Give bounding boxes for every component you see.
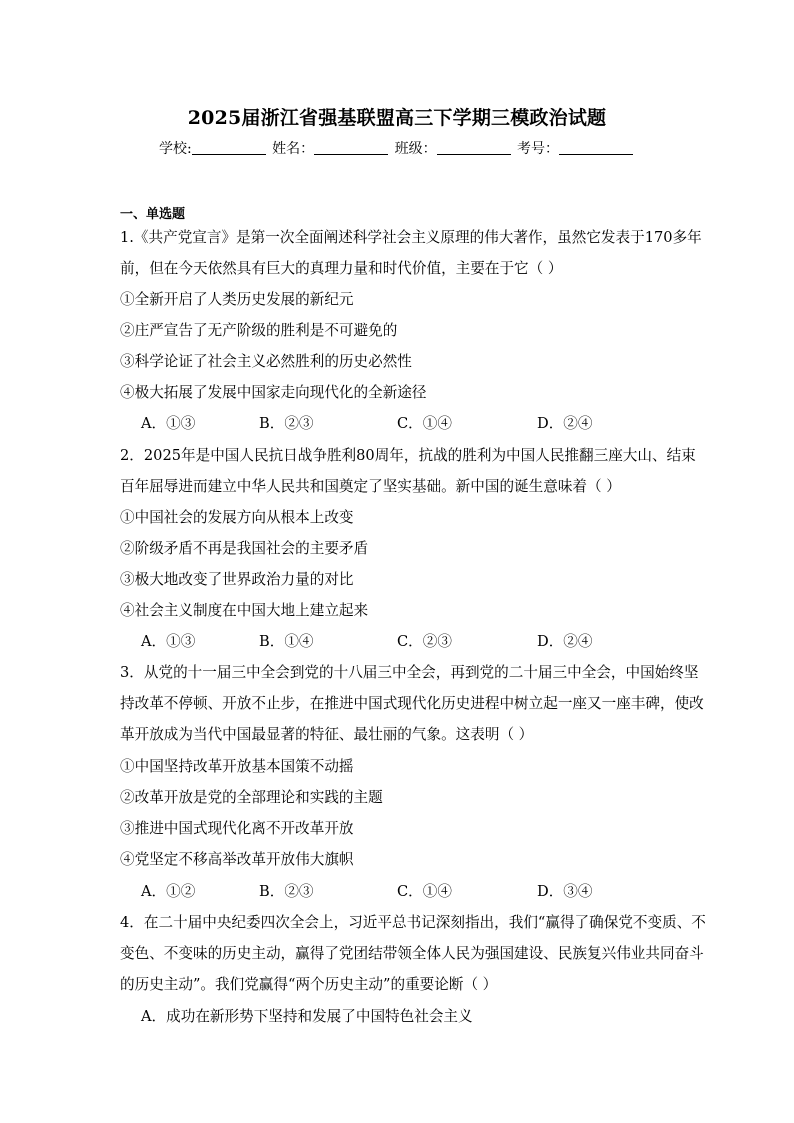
- statement: ③极大地改变了世界政治力量的对比: [120, 571, 354, 588]
- option-d: D．②④: [537, 415, 593, 432]
- statement: ①全新开启了人类历史发展的新纪元: [120, 291, 354, 308]
- question-text: 3．从党的十一届三中全会到党的十八届三中全会，再到党的二十届三中全会，中国始终坚: [120, 664, 699, 681]
- question-text: 变色、不变味的历史主动，赢得了党团结带领全体人民为强国建设、民族复兴伟业共同奋斗: [120, 945, 704, 962]
- option-a: A．①③: [141, 633, 196, 650]
- question-text: 1.《共产党宣言》是第一次全面阐述科学社会主义原理的伟大著作，虽然它发表于170多年: [120, 229, 702, 246]
- class-label: 班级：: [394, 141, 437, 157]
- statement: ②阶级矛盾不再是我国社会的主要矛盾: [120, 540, 369, 557]
- question-text: 百年屈辱进而建立中华人民共和国奠定了坚实基础。新中国的诞生意味着（ ）: [120, 478, 621, 495]
- statement: ③科学论证了社会主义必然胜利的历史必然性: [120, 353, 412, 370]
- question-text: 4．在二十届中央纪委四次全会上，习近平总书记深刻指出，我们“赢得了确保党不变质、不: [120, 914, 706, 931]
- question-text: 前，但在今天依然具有巨大的真理力量和时代价值，主要在于它（ ）: [120, 260, 563, 277]
- statement: ②改革开放是党的全部理论和实践的主题: [120, 789, 383, 806]
- option-a: A．①③: [141, 415, 196, 432]
- option-c: C．①④: [397, 415, 452, 432]
- student-info-row: [0, 138, 794, 158]
- page-title: 2025届浙江省强基联盟高三下学期三模政治试题: [187, 107, 607, 129]
- question-text: 持改革不停顿、开放不止步，在推进中国式现代化历史进程中树立起一座又一座丰碑，使改: [120, 695, 704, 712]
- section-heading: 一、单选题: [120, 207, 186, 222]
- options-row: [141, 632, 701, 652]
- statement: ③推进中国式现代化离不开改革开放: [120, 820, 354, 837]
- statement: ②庄严宣告了无产阶级的胜利是不可避免的: [120, 322, 398, 339]
- option-d: D．③④: [537, 883, 593, 900]
- question-text: 革开放成为当代中国最显著的特征、最壮丽的气象。这表明（ ）: [120, 726, 534, 743]
- statement: ①中国社会的发展方向从根本上改变: [120, 509, 354, 526]
- option-c: C．②③: [397, 633, 452, 650]
- options-row: [141, 414, 701, 434]
- exam-no-label: 考号：: [517, 141, 560, 157]
- class-blank: [437, 140, 511, 155]
- option-a: A．①②: [141, 883, 196, 900]
- school-label: 学校:: [158, 141, 192, 157]
- option-a: A．成功在新形势下坚持和发展了中国特色社会主义: [141, 1008, 473, 1025]
- option-d: D．②④: [537, 633, 593, 650]
- option-c: C．①④: [397, 883, 452, 900]
- option-b: B．②③: [259, 415, 314, 432]
- name-label: 姓名：: [272, 141, 315, 157]
- school-blank: [192, 140, 266, 155]
- statement: ④党坚定不移高举改革开放伟大旗帜: [120, 851, 354, 868]
- question-text: 2．2025年是中国人民抗日战争胜利80周年，抗战的胜利为中国人民推翻三座大山、结束: [120, 447, 696, 464]
- option-b: B．①④: [259, 633, 314, 650]
- question-text: 的历史主动”。我们党赢得“两个历史主动”的重要论断（ ）: [120, 976, 498, 993]
- statement: ④社会主义制度在中国大地上建立起来: [120, 602, 369, 619]
- statement: ①中国坚持改革开放基本国策不动摇: [120, 758, 354, 775]
- options-row: [141, 882, 701, 902]
- statement: ④极大拓展了发展中国家走向现代化的全新途径: [120, 384, 427, 401]
- exam-no-blank: [559, 140, 633, 155]
- name-blank: [314, 140, 388, 155]
- option-b: B．②③: [259, 883, 314, 900]
